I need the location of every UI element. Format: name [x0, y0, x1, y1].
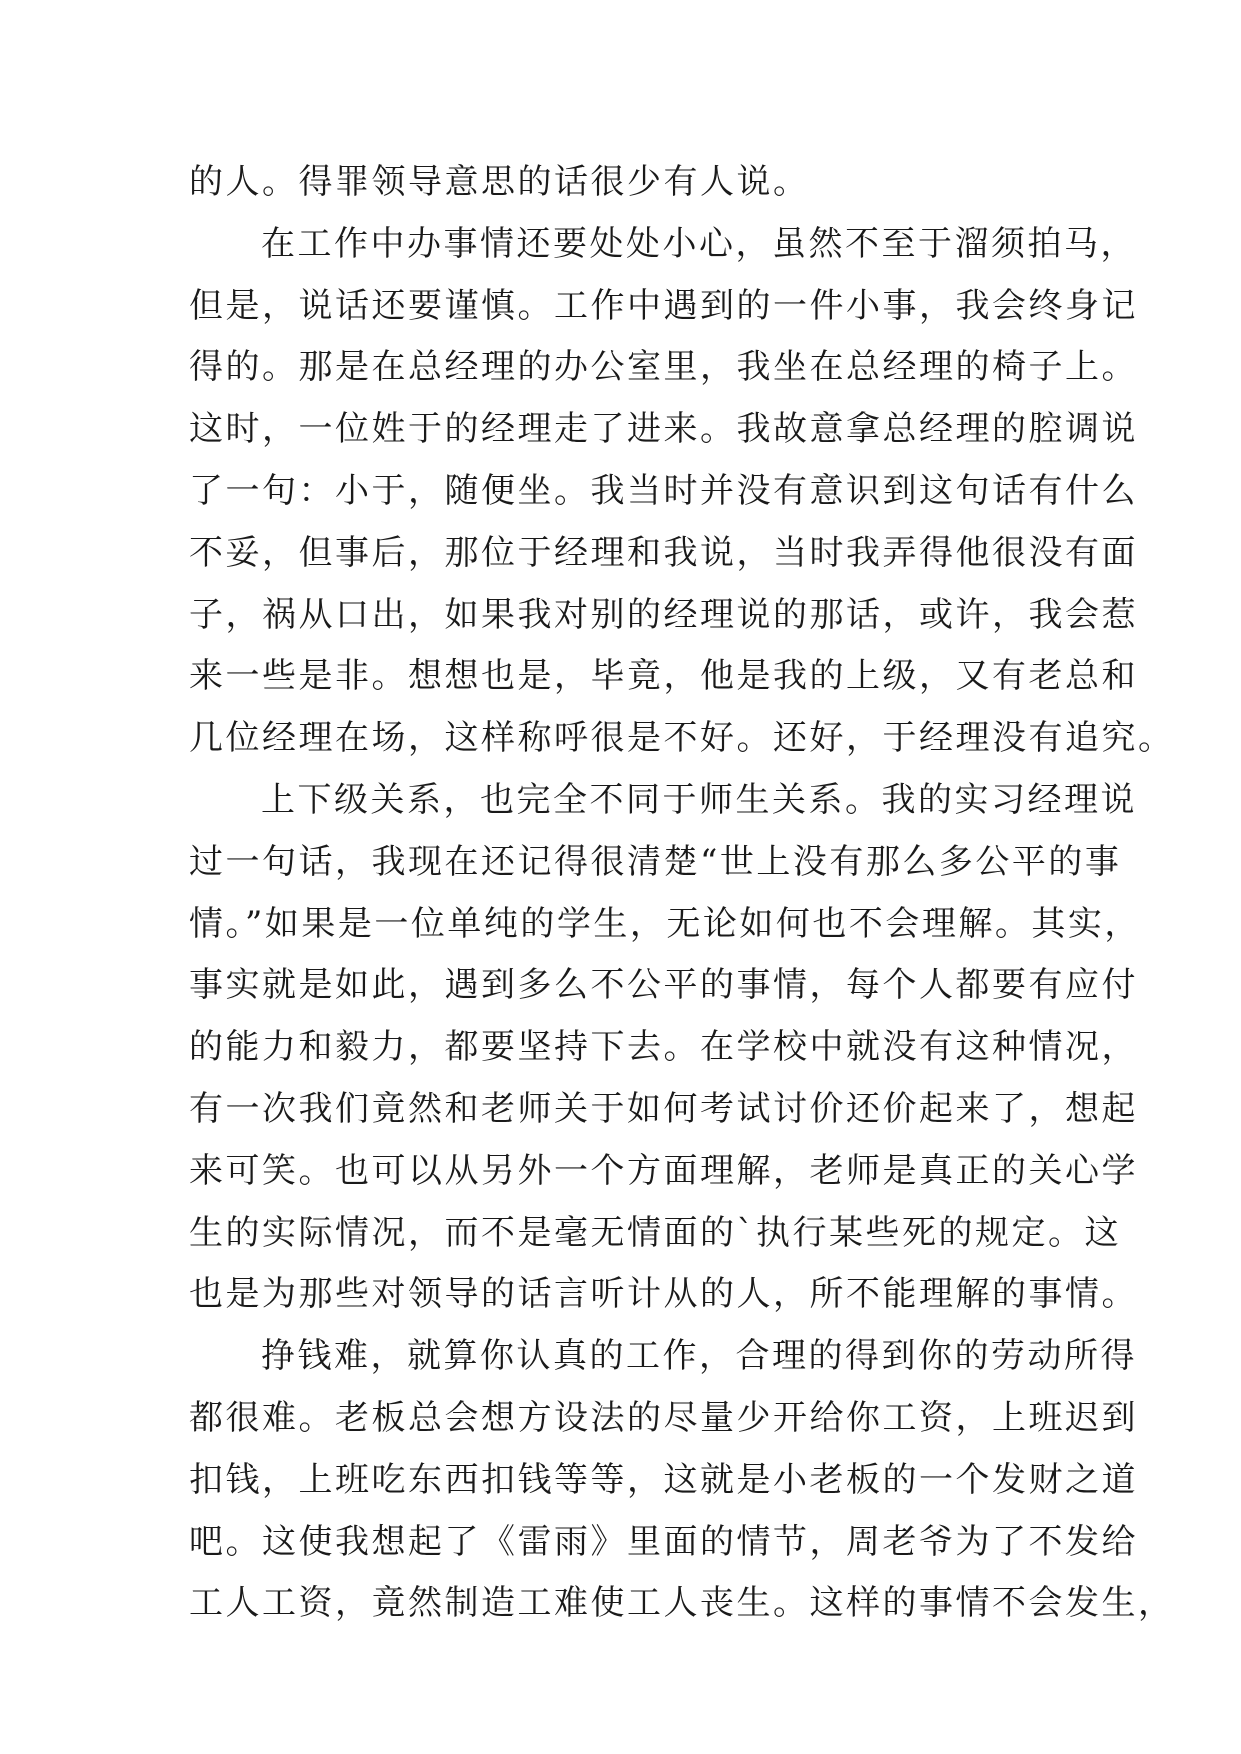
text-line: 吧。这使我想起了《雷雨》里面的情节，周老爷为了不发给 [189, 1521, 1138, 1562]
text-line: 都很难。老板总会想方设法的尽量少开给你工资，上班迟到 [189, 1397, 1138, 1438]
text-line: 了一句：小于，随便坐。我当时并没有意识到这句话有什么 [189, 470, 1138, 511]
text-line: 得的。那是在总经理的办公室里，我坐在总经理的椅子上。 [189, 347, 1138, 388]
text-line: 这时，一位姓于的经理走了进来。我故意拿总经理的腔调说 [189, 409, 1138, 450]
text-line: 几位经理在场，这样称呼很是不好。还好，于经理没有追究。 [189, 718, 1175, 759]
text-line: 事实就是如此，遇到多么不公平的事情，每个人都要有应付 [189, 965, 1138, 1006]
text-line: 有一次我们竟然和老师关于如何考试讨价还价起来了，想起 [189, 1088, 1138, 1129]
text-line: 过一句话，我现在还记得很清楚“世上没有那么多公平的事 [189, 841, 1122, 882]
text-line: 也是为那些对领导的话言听计从的人，所不能理解的事情。 [189, 1274, 1138, 1315]
text-line: 生的实际情况，而不是毫无情面的`执行某些死的规定。这 [189, 1212, 1121, 1253]
text-line: 但是，说话还要谨慎。工作中遇到的一件小事，我会终身记 [189, 285, 1138, 326]
text-line: 来可笑。也可以从另外一个方面理解，老师是真正的关心学 [189, 1150, 1138, 1191]
text-line: 子，祸从口出，如果我对别的经理说的那话，或许，我会惹 [189, 594, 1138, 635]
document-body [189, 152, 1175, 1635]
text-line: 扣钱，上班吃东西扣钱等等，这就是小老板的一个发财之道 [189, 1459, 1138, 1500]
text-line: 情。”如果是一位单纯的学生，无论如何也不会理解。其实， [189, 903, 1141, 944]
text-line: 工人工资，竟然制造工难使工人丧生。这样的事情不会发生， [189, 1583, 1175, 1624]
text-line: 的能力和毅力，都要坚持下去。在学校中就没有这种情况， [189, 1027, 1138, 1068]
text-line: 的人。得罪领导意思的话很少有人说。 [189, 162, 810, 202]
paragraph-first-line: 挣钱难，就算你认真的工作，合理的得到你的劳动所得 [261, 1336, 1137, 1377]
paragraph-first-line: 上下级关系，也完全不同于师生关系。我的实习经理说 [261, 779, 1137, 820]
text-line: 来一些是非。想想也是，毕竟，他是我的上级，又有老总和 [189, 656, 1138, 697]
paragraph-first-line: 在工作中办事情还要处处小心，虽然不至于溜须拍马， [261, 223, 1137, 264]
text-line: 不妥，但事后，那位于经理和我说，当时我弄得他很没有面 [189, 532, 1138, 573]
